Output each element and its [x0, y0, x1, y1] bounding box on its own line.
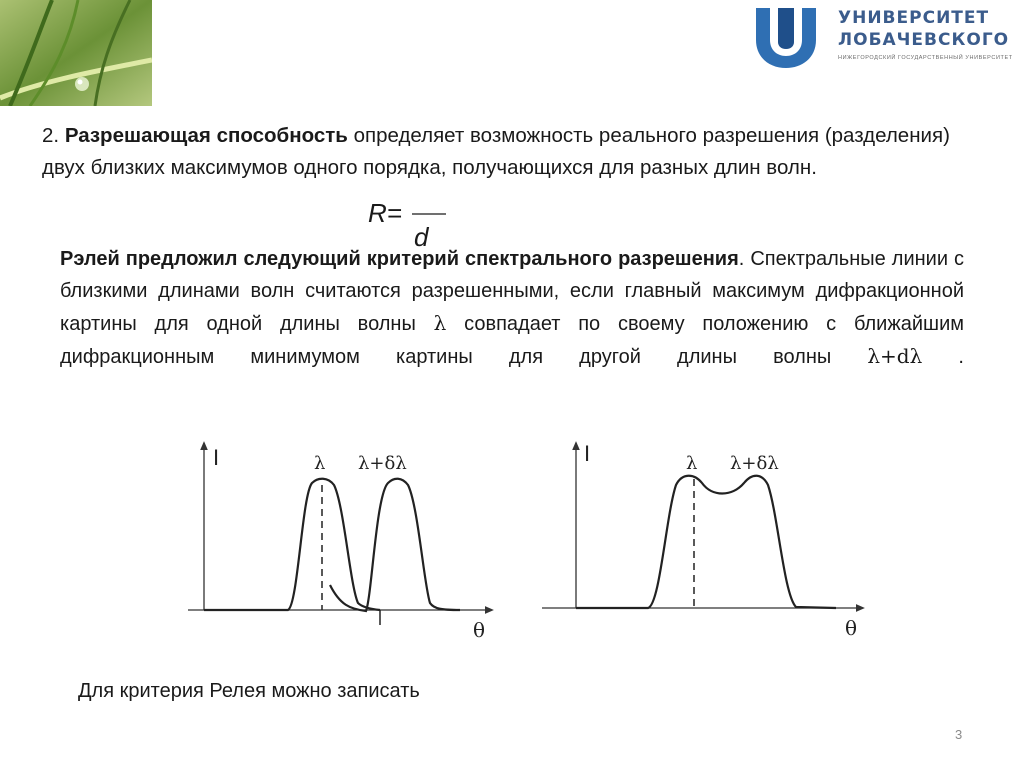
x-axis-label: θ	[845, 616, 858, 640]
rayleigh-text-b: совпадает по своему положению с ближайшим дифракционным минимумом картины для другой длины волны	[60, 313, 964, 368]
header-grass-photo	[0, 0, 152, 106]
lambda-plus-dlambda: λ+dλ	[867, 344, 923, 368]
peak-label-lambda: λ	[686, 453, 698, 474]
graph-merged-peaks	[536, 435, 866, 650]
graph-resolved-peaks	[180, 435, 500, 650]
resolving-power-paragraph	[42, 120, 972, 184]
intro-text: определяет возможность реального разрешения (разделения) двух близких максимумов одного порядка, получающихся для разных длин волн.	[42, 124, 950, 179]
peak-label-lambda-dlambda: λ+δλ	[358, 453, 407, 474]
y-axis-label: I	[584, 441, 591, 466]
rayleigh-lead: Рэлей предложил следующий критерий спектрального разрешения	[60, 248, 739, 270]
page-number: 3	[955, 727, 963, 742]
university-logo	[748, 2, 1018, 72]
rayleigh-criterion-paragraph	[60, 243, 964, 373]
curve-combined	[576, 476, 836, 608]
logo-text-lobachevsky: ЛОБАЧЕВСКОГО	[838, 30, 1010, 50]
rayleigh-caption: Для критерия Релея можно записать	[78, 680, 420, 702]
logo-subtitle: НИЖЕГОРОДСКИЙ ГОСУДАРСТВЕННЫЙ УНИВЕРСИТЕТ	[838, 55, 1013, 61]
logo-text-university: УНИВЕРСИТЕТ	[838, 8, 990, 28]
resolving-power-formula	[368, 196, 458, 250]
rayleigh-text-c: .	[922, 346, 964, 368]
rayleigh-text-a: Спектральные линии с близкими длинами волн считаются разрешенными, если главный максимум дифракционной картины для одной длины волны	[60, 248, 965, 335]
y-axis-label: I	[213, 445, 220, 470]
peak-label-lambda-dlambda: λ+δλ	[730, 453, 779, 474]
university-logo-mark	[748, 2, 828, 70]
curve-lambda-plus-dlambda	[330, 479, 460, 611]
rayleigh-dot: .	[738, 248, 745, 270]
grass-image	[0, 0, 152, 106]
term-resolving-power: Разрешающая способность	[64, 124, 348, 147]
item-number: 2.	[42, 124, 60, 147]
formula-lhs: R=	[368, 198, 402, 228]
peak-label-lambda: λ	[314, 453, 326, 474]
x-axis-label: θ	[473, 618, 486, 642]
lambda-symbol: λ	[433, 311, 447, 335]
formula-denominator: d	[414, 222, 429, 250]
curve-lambda	[204, 479, 380, 610]
